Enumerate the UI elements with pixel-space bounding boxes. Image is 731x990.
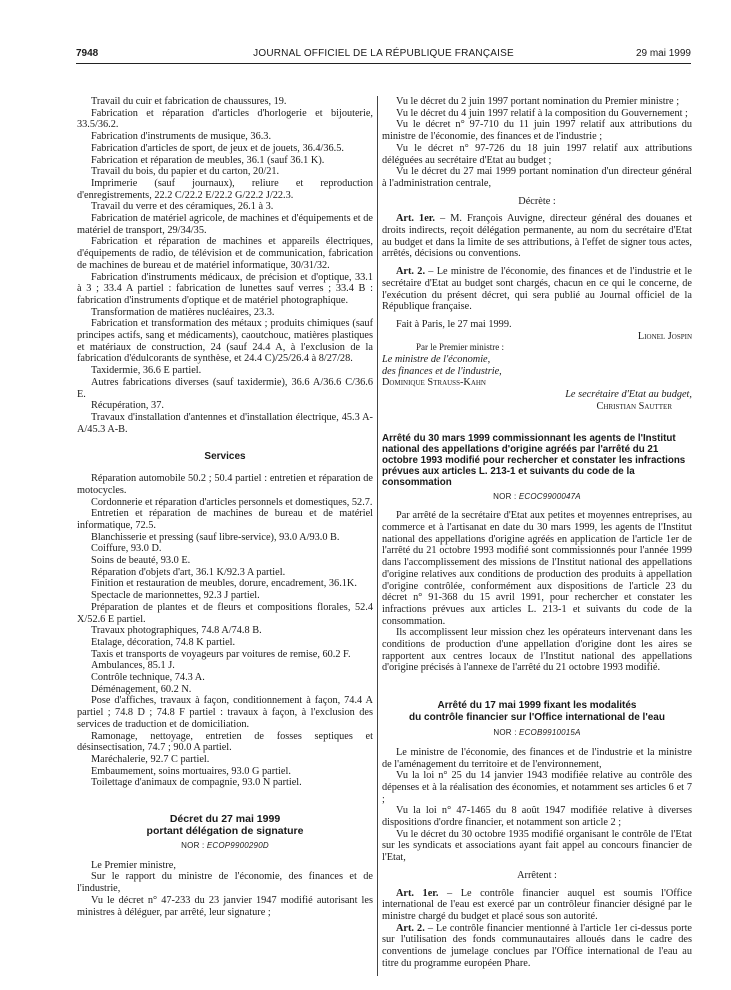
signer-strauss-kahn: Dominique Strauss-Kahn	[382, 377, 486, 389]
left-column	[77, 96, 373, 918]
visa-line: Vu le décret du 4 juin 1997 relatif à la composition du Gouvernement ;	[396, 107, 688, 119]
minister-title-1: Le ministre de l'économie,	[382, 354, 491, 366]
list-item: Récupération, 37.	[91, 400, 164, 412]
arretent-heading: Arrêtent :	[517, 869, 557, 881]
list-item: Maréchalerie, 92.7 C partiel.	[91, 753, 210, 765]
list-item: Fabrication et réparation d'articles d'horlogerie et bijouterie, 33.5/36.2.	[77, 107, 373, 131]
journal-title: JOURNAL OFFICIEL DE LA RÉPUBLIQUE FRANÇAISE	[253, 48, 514, 59]
list-item: Taxidermie, 36.6 E partiel.	[91, 365, 202, 377]
list-item: Soins de beauté, 93.0 E.	[91, 555, 191, 567]
visa-line: Le ministre de l'économie, des finances et de l'industrie et la ministre de l'aménagement du territoire et de l'environnement,	[382, 746, 692, 770]
list-item: Ambulances, 85.1 J.	[91, 660, 175, 672]
page-number: 7948	[76, 48, 99, 59]
list-item: Etalage, décoration, 74.8 K partiel.	[91, 636, 236, 648]
signer-sautter: Christian Sautter	[596, 400, 672, 412]
list-item: Fabrication d'instruments médicaux, de précision et d'optique, 33.1 à 3 ; 33.4 A partiel : fabrication de lunettes sauf verres ; 33.4 B : fabrication d'instruments d'optique et de matériel photographique.	[77, 271, 373, 306]
services-list	[77, 473, 373, 789]
arrete-2-nor: NOR : ECOB9910015A	[493, 728, 581, 738]
visa-line: Vu la loi n° 47-1465 du 8 août 1947 modifiée relative à diverses dispositions d'ordre financier, et notamment son article 2 ;	[382, 805, 692, 829]
decree-line: Le Premier ministre,	[91, 859, 176, 871]
arrete-2-preamble	[382, 747, 692, 864]
list-item: Travaux photographiques, 74.8 A/74.8 B.	[91, 625, 262, 637]
arrete-1-nor: NOR : ECOC9900047A	[493, 491, 581, 501]
list-item: Cordonnerie et réparation d'articles personnels et domestiques, 52.7.	[91, 496, 373, 508]
list-item: Pose d'affiches, travaux à façon, conditionnement à façon, 74.4 A partiel ; 74.8 D ; 74.8 F partiel : travaux à façon, à l'exclusion des services de traduction et de domiciliation.	[77, 695, 373, 730]
visa-line: Vu le décret du 27 mai 1999 portant nomination d'un directeur général à l'administration centrale,	[382, 166, 692, 189]
arrete-2-article-2: Art. 2. – Le contrôle financier mentionné à l'article 1er ci-dessus porte sur l'utilisation des fonds communautaires alloués dans le cadre des conventions de jumelage conclues par l'Office international de l'eau au titre du programme européen Phare.	[382, 922, 692, 969]
page-header	[76, 38, 691, 68]
list-item: Fabrication de matériel agricole, de machines et d'équipements et de matériel de transport, 29/34/35.	[77, 213, 373, 236]
decrete-heading: Décrète :	[518, 195, 556, 207]
minister-title-2: des finances et de l'industrie,	[382, 365, 502, 377]
list-item: Travaux d'installation d'antennes et d'installation électrique, 45.3 A-A/45.3 A-B.	[77, 411, 373, 435]
list-item: Toilettage d'animaux de compagnie, 93.0 N partiel.	[91, 777, 302, 789]
visa-line: Vu la loi n° 25 du 14 janvier 1943 modifiée relative au contrôle des dépenses et à la réalisation des économies, et notamment ses articles 6 et 7 ;	[382, 770, 692, 805]
list-item: Spectacle de marionnettes, 92.3 J partiel.	[91, 590, 260, 602]
arrete-1-title: Arrêté du 30 mars 1999 commissionnant les agents de l'Institut national des appellations d'origine agréés par l'arrêté du 21 octobre 1993 modifié pour rechercher et constater les infractions prévues aux articles L. 213-1 et suivants du code de la consommation	[382, 432, 686, 488]
list-item: Travail du cuir et fabrication de chaussures, 19.	[91, 96, 287, 107]
decree-place-date: Fait à Paris, le 27 mai 1999.	[396, 318, 512, 330]
right-column	[382, 96, 692, 969]
page-date: 29 mai 1999	[635, 48, 691, 59]
decree-title-line-1: Décret du 27 mai 1999	[169, 813, 281, 826]
list-item: Travail du bois, du papier et du carton, 20/21.	[91, 166, 280, 178]
list-item: Finition et restauration de meubles, dorure, encadrement, 36.1K.	[91, 578, 357, 590]
list-item: Entretien et réparation de machines de bureau et de matériel informatique, 72.5.	[77, 508, 373, 531]
secretary-title: Le secrétaire d'Etat au budget,	[565, 389, 692, 401]
list-item: Coiffure, 93.0 D.	[91, 543, 162, 555]
visa-line: Vu le décret du 30 octobre 1935 modifié organisant le contrôle de l'Etat sur les syndicats et associations ayant fait appel au concours financier de l'Etat,	[382, 828, 692, 864]
signer-jospin: Lionel Jospin	[637, 330, 692, 342]
list-item: Contrôle technique, 74.3 A.	[91, 672, 205, 684]
list-item: Transformation de matières nucléaires, 23.3.	[91, 306, 275, 318]
visa-line: Vu le décret n° 97-710 du 11 juin 1997 relatif aux attributions du ministre de l'économie, des finances et de l'industrie ;	[382, 119, 692, 143]
list-item: Autres fabrications diverses (sauf taxidermie), 36.6 A/36.6 C/36.6 E.	[77, 376, 373, 400]
decree-line: Vu le décret n° 47-233 du 23 janvier 1947 modifié autorisant les ministres à déléguer, par arrêté, leur signature ;	[77, 894, 373, 918]
list-item: Embaumement, soins mortuaires, 93.0 G partiel.	[91, 765, 291, 777]
list-item: Imprimerie (sauf journaux), reliure et reproduction d'enregistrements, 22.2 C/22.2 E/22.2 G/22.2 J/22.3.	[77, 177, 373, 201]
list-item: Préparation de plantes et de fleurs et compositions florales, 52.4 X/52.6 E partiel.	[77, 601, 373, 625]
visa-line: Vu le décret du 2 juin 1997 portant nomination du Premier ministre ;	[396, 96, 680, 107]
services-heading: Services	[204, 451, 246, 463]
arrete-1-paragraph-2: Ils accomplissent leur mission chez les opérateurs intervenant dans les conditions de production d'une appellation d'origine dont les aires se rapportent aux centres locaux de l'Institut national des appellations d'origine précisés à l'annexe de l'arrêté du 21 octobre 1993 modifié.	[382, 627, 692, 674]
list-item: Déménagement, 60.2 N.	[91, 683, 192, 695]
list-item: Blanchisserie et pressing (sauf libre-service), 93.0 A/93.0 B.	[91, 531, 340, 543]
decree-title-line-2: portant délégation de signature	[146, 825, 304, 838]
decree-article-2: Art. 2. – Le ministre de l'économie, des finances et de l'industrie et le secrétaire d'Etat au budget sont chargés, chacun en ce qui le concerne, de l'exécution du présent décret, qui sera publié au Journal officiel de la République française.	[382, 266, 692, 313]
visa-line: Vu le décret n° 97-726 du 18 juin 1997 relatif aux attributions déléguées au secrétaire d'Etat au budget ;	[382, 142, 692, 166]
list-item: Taxis et transports de voyageurs par voitures de remise, 60.2 F.	[91, 648, 351, 660]
header-rule	[76, 63, 691, 64]
par-premier-ministre: Par le Premier ministre :	[416, 342, 504, 353]
industry-list	[77, 96, 373, 435]
list-item: Fabrication et réparation de machines et appareils électriques, d'équipements de radio, de télévision et de communication, fabrication de machines de bureau et de matériel informatique, 30/31/32.	[77, 236, 373, 271]
decree-preamble	[77, 860, 373, 919]
list-item: Réparation d'objets d'art, 36.1 K/92.3 A partiel.	[91, 566, 286, 578]
decree-nor: NOR : ECOP9900290D	[181, 841, 269, 851]
list-item: Fabrication et transformation des métaux ; produits chimiques (sauf principes actifs, sang et médicaments), caoutchouc, matières plastiques et matériaux de construction, 24 (sauf 24.4 A, à l'exclusion de la fabrication d'édulcorants de synthèse, et 24.4 C)/25/26.4 à 8/27/28.	[77, 318, 373, 365]
arrete-2-title-line-1: Arrêté du 17 mai 1999 fixant les modalités	[437, 700, 637, 712]
decree-visas	[382, 96, 692, 190]
arrete-1-paragraph-1: Par arrêté de la secrétaire d'Etat aux petites et moyennes entreprises, au commerce et à l'artisanat en date du 30 mars 1999, les agents de l'Institut national des appellations d'origine agréés en application de l'article 1er de l'arrêté du 21 octobre 1993 modifié sont commissionnés pour l'année 1999 dans l'accomplissement des missions de l'Institut national des appellations d'origine relatives aux conditions de production des produits à appellation d'origine contrôlée, conformément aux dispositions de l'article 23 du décret n° 91-368 du 15 avril 1991, pour rechercher et constater les infractions prévues aux articles L. 213-1 et suivants du code de la consommation.	[382, 510, 692, 627]
list-item: Fabrication d'instruments de musique, 36.3.	[91, 131, 272, 143]
decree-line: Sur le rapport du ministre de l'économie, des finances et de l'industrie,	[77, 871, 373, 895]
column-divider	[377, 96, 378, 976]
list-item: Fabrication et réparation de meubles, 36.1 (sauf 36.1 K).	[91, 154, 325, 166]
list-item: Ramonage, nettoyage, entretien de fosses septiques et désinsectisation, 74.7 ; 90.0 A partiel.	[77, 730, 373, 754]
arrete-2-article-1: Art. 1er. – Le contrôle financier auquel est soumis l'Office international de l'eau est exercé par un contrôleur financier désigné par le ministre chargé du budget et placé sous son autorité.	[382, 887, 692, 922]
decree-article-1: Art. 1er. – M. François Auvigne, directeur général des douanes et droits indirects, reçoit délégation permanente, au nom du secrétaire d'Etat au budget et dans la limite de ses attributions, à l'effet de signer tous actes, arrêtés, décisions ou conventions.	[382, 213, 692, 260]
list-item: Travail du verre et des céramiques, 26.1 à 3.	[91, 201, 274, 213]
list-item: Fabrication d'articles de sport, de jeux et de jouets, 36.4/36.5.	[91, 142, 344, 154]
list-item: Réparation automobile 50.2 ; 50.4 partiel : entretien et réparation de motocycles.	[77, 473, 373, 496]
arrete-2-title-line-2: du contrôle financier sur l'Office international de l'eau	[409, 712, 665, 724]
